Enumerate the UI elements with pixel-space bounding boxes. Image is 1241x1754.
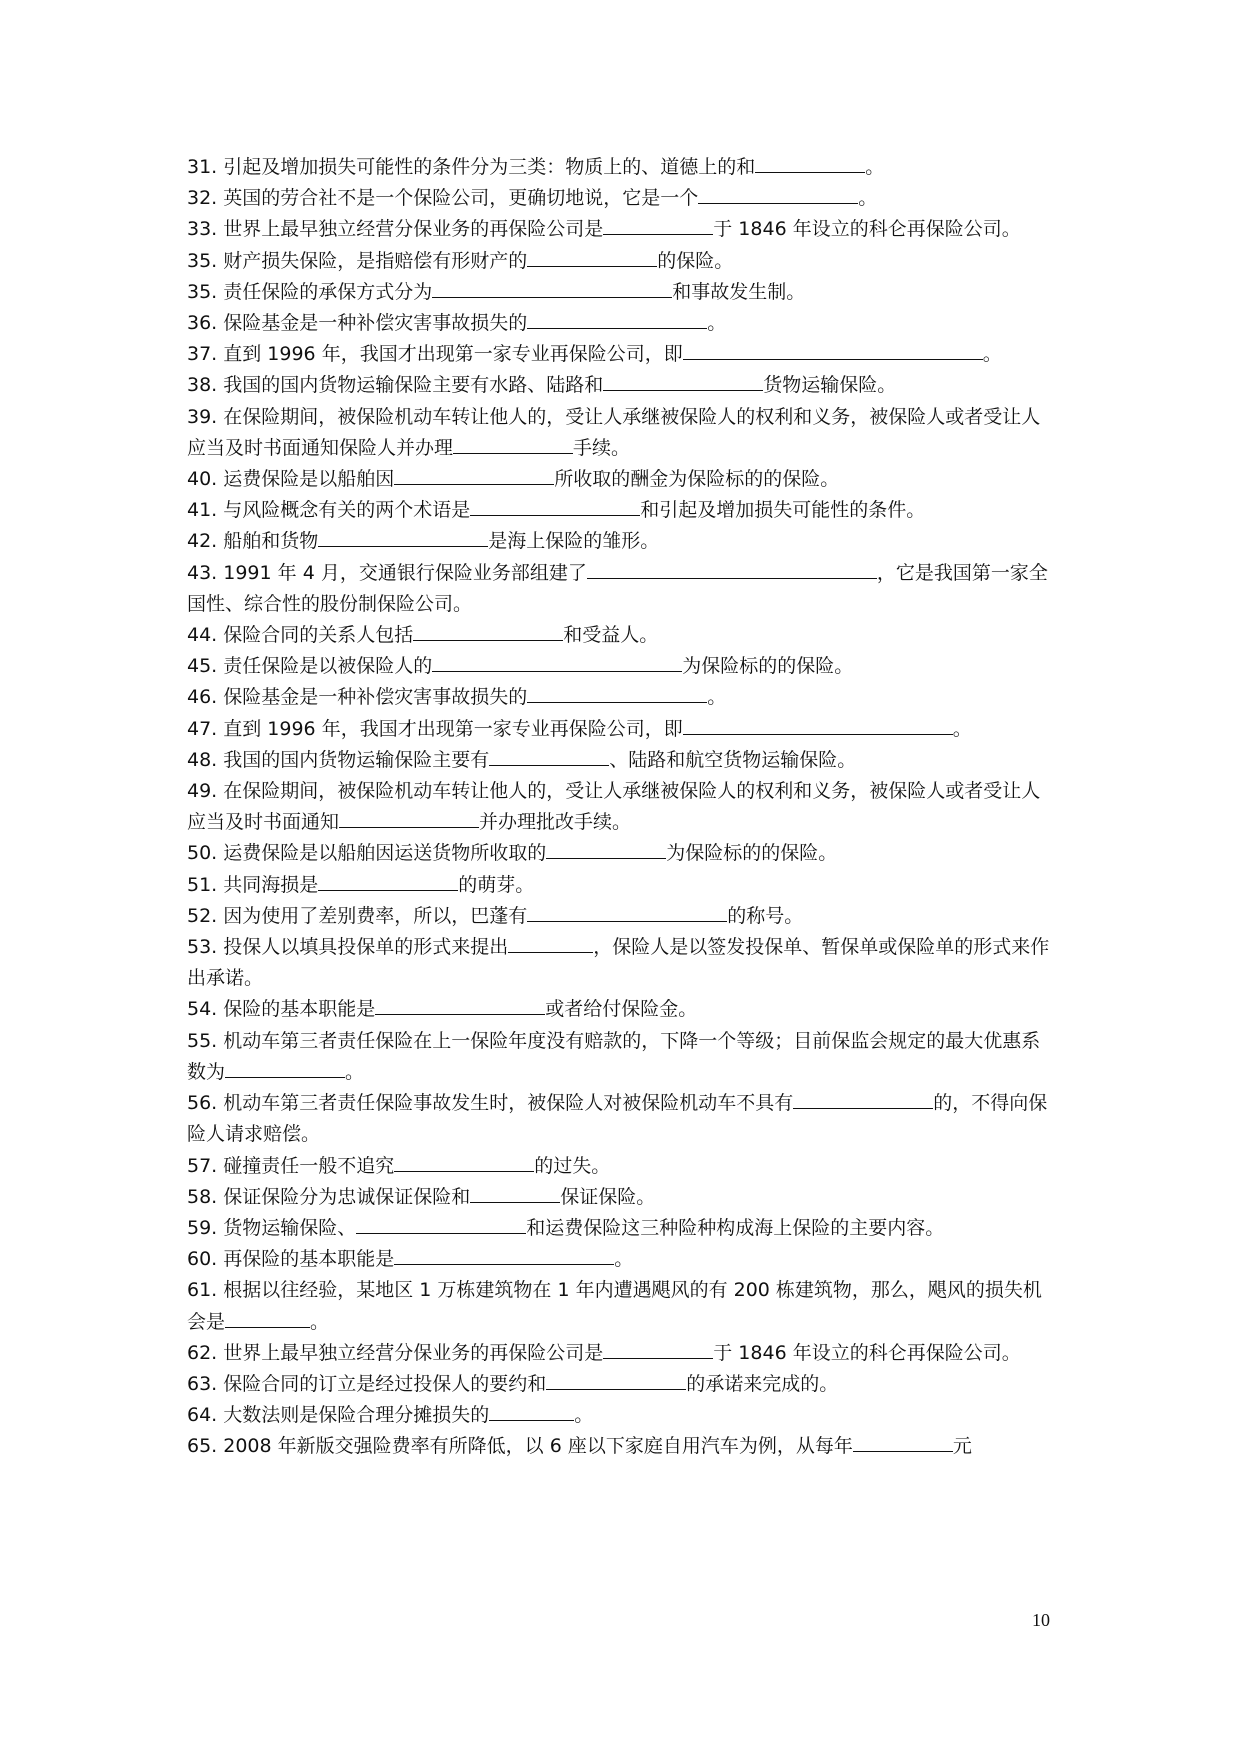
question-text: 36. 保险基金是一种补偿灾害事故损失的 [187,312,528,335]
question-text: 43. 1991 年 4 月，交通银行保险业务部组建了 [187,561,587,584]
question-text: 手续。 [573,436,631,459]
question-item [187,1182,1057,1213]
answer-blank [603,216,713,235]
answer-blank [375,996,545,1015]
question-text: 的称号。 [727,904,804,927]
question-text: 、陆路和航空货物运输保险。 [609,748,857,771]
question-item [187,901,1057,932]
question-item [187,1213,1057,1244]
question-text: 为保险标的的保险。 [666,842,838,865]
question-text: 49. 在保险期间，被保险机动车转让他人的，受让人承继被保险人的权利和义务，被保险人或者受让人应当及时书面通知 [187,780,1041,834]
answer-blank [489,747,609,766]
answer-blank [793,1090,933,1109]
question-text: 。 [707,312,727,335]
question-text: 。 [982,343,1002,366]
question-text: 48. 我国的国内货物运输保险主要有 [187,748,490,771]
question-item [187,1369,1057,1400]
answer-blank [603,372,763,391]
question-list [187,152,1057,1463]
question-item [187,1088,1057,1150]
question-text: 62. 世界上最早独立经营分保业务的再保险公司是 [187,1341,604,1364]
question-text: 。 [345,1060,365,1083]
question-item [187,1275,1057,1337]
question-item [187,152,1057,183]
question-item [187,1431,1057,1462]
question-item [187,277,1057,308]
question-text: 47. 直到 1996 年，我国才出现第一家专业再保险公司，即 [187,717,683,740]
answer-blank [394,1153,534,1172]
question-text: 51. 共同海损是 [187,873,319,896]
question-text: 并办理批改手续。 [479,811,632,834]
answer-blank [356,1215,526,1234]
question-text: 元 [952,1435,972,1458]
answer-blank [603,1340,713,1359]
question-item [187,870,1057,901]
question-text: 53. 投保人以填具投保单的形式来提出 [187,936,509,959]
question-text: 52. 因为使用了差别费率，所以，巴蓬有 [187,904,528,927]
question-text: 42. 船舶和货物 [187,530,319,553]
question-item [187,402,1057,464]
answer-blank [683,716,953,735]
question-text: 35. 财产损失保险，是指赔偿有形财产的 [187,249,528,272]
question-item [187,994,1057,1025]
question-text: ，保险人是以签发投保单、暂保单或保险单的形式来作出承诺。 [187,936,1050,990]
answer-blank [508,934,593,953]
question-text: 45. 责任保险是以被保险人的 [187,655,433,678]
answer-blank [489,1402,574,1421]
question-item [187,1151,1057,1182]
question-text: 38. 我国的国内货物运输保险主要有水路、陆路和 [187,374,604,397]
question-text: 44. 保险合同的关系人包括 [187,624,414,647]
question-item [187,526,1057,557]
answer-blank [546,1371,686,1390]
answer-blank [394,1246,614,1265]
question-item [187,558,1057,620]
question-item [187,464,1057,495]
question-text: 的承诺来完成的。 [686,1372,839,1395]
answer-blank [413,622,563,641]
question-text: 50. 运费保险是以船舶因运送货物所收取的 [187,842,547,865]
question-text: 61. 根据以往经验，某地区 1 万栋建筑物在 1 年内遭遇飓风的有 200 栋建筑物，那么，飓风的损失机会是 [187,1279,1042,1333]
question-item [187,838,1057,869]
question-item [187,620,1057,651]
question-text: 59. 货物运输保险、 [187,1216,357,1239]
question-item [187,495,1057,526]
question-text: 55. 机动车第三者责任保险在上一保险年度没有赔款的，下降一个等级；目前保监会规定的最大优惠系数为 [187,1029,1041,1083]
question-item [187,651,1057,682]
question-text: 39. 在保险期间，被保险机动车转让他人的，受让人承继被保险人的权利和义务，被保险人或者受让人应当及时书面通知保险人并办理 [187,405,1041,459]
question-text: 54. 保险的基本职能是 [187,998,376,1021]
question-text: 31. 引起及增加损失可能性的条件分为三类：物质上的、道德上的和 [187,156,756,178]
question-item [187,370,1057,401]
question-text: 的过失。 [534,1154,611,1177]
answer-blank [318,872,458,891]
question-text: 的，不得向保险人请求赔偿。 [187,1092,1048,1146]
question-text: 为保险标的的保险。 [682,655,854,678]
question-text: 的萌芽。 [458,873,535,896]
question-text: ，它是我国第一家全国性、综合性的股份制保险公司。 [187,561,1048,615]
question-text: 的保险。 [657,249,734,272]
answer-blank [225,1309,310,1328]
question-text: 和事故发生制。 [672,280,806,303]
question-text: 64. 大数法则是保险合理分摊损失的 [187,1404,490,1427]
question-text: 。 [574,1404,594,1427]
question-item [187,1400,1057,1431]
question-text: 65. 2008 年新版交强险费率有所降低，以 6 座以下家庭自用汽车为例，从每年 [187,1435,853,1458]
answer-blank [755,154,865,173]
answer-blank [453,435,573,454]
answer-blank [432,279,672,298]
answer-blank [587,560,877,579]
question-text: 32. 英国的劳合社不是一个保险公司，更确切地说，它是一个 [187,187,699,210]
question-text: 37. 直到 1996 年，我国才出现第一家专业再保险公司，即 [187,343,683,366]
question-text: 58. 保证保险分为忠诚保证保险和 [187,1185,471,1208]
question-text: 33. 世界上最早独立经营分保业务的再保险公司是 [187,218,604,241]
question-text: 。 [614,1248,634,1271]
answer-blank [339,809,479,828]
answer-blank [527,310,707,329]
page-number: 10 [1032,1610,1050,1630]
question-item [187,932,1057,994]
question-item [187,214,1057,245]
question-item [187,183,1057,214]
question-item [187,308,1057,339]
question-text: 保证保险。 [560,1185,656,1208]
answer-blank [432,653,682,672]
question-text: 60. 再保险的基本职能是 [187,1248,395,1271]
answer-blank [698,185,858,204]
question-text: 35. 责任保险的承保方式分为 [187,280,433,303]
question-text: 63. 保险合同的订立是经过投保人的要约和 [187,1372,547,1395]
question-text: 。 [858,187,878,210]
question-text: 于 1846 年设立的科仑再保险公司。 [713,218,1021,241]
answer-blank [394,466,554,485]
question-text: 货物运输保险。 [763,374,897,397]
question-item [187,1338,1057,1369]
answer-blank [527,248,657,267]
question-item [187,339,1057,370]
answer-blank [527,903,727,922]
answer-blank [527,684,707,703]
question-text: 所收取的酬金为保险标的的保险。 [554,468,840,491]
answer-blank [470,497,640,516]
question-text: 56. 机动车第三者责任保险事故发生时，被保险人对被保险机动车不具有 [187,1092,794,1115]
question-item [187,1026,1057,1088]
question-text: 。 [952,717,972,740]
question-text: 和运费保险这三种险种构成海上保险的主要内容。 [526,1216,945,1239]
question-text: 。 [865,156,885,178]
answer-blank [318,528,488,547]
answer-blank [470,1184,560,1203]
question-item [187,682,1057,713]
answer-blank [546,840,666,859]
question-text: 和受益人。 [563,624,659,647]
question-text: 。 [310,1310,330,1333]
answer-blank [225,1059,345,1078]
question-text: 是海上保险的雏形。 [488,530,660,553]
question-text: 或者给付保险金。 [545,998,698,1021]
question-text: 41. 与风险概念有关的两个术语是 [187,499,471,522]
answer-blank [853,1433,953,1452]
question-text: 。 [707,686,727,709]
answer-blank [683,341,983,360]
question-text: 和引起及增加损失可能性的条件。 [640,499,926,522]
question-item [187,714,1057,745]
question-item [187,246,1057,277]
question-text: 40. 运费保险是以船舶因 [187,468,395,491]
question-item [187,1244,1057,1275]
question-text: 57. 碰撞责任一般不追究 [187,1154,395,1177]
question-text: 于 1846 年设立的科仑再保险公司。 [713,1341,1021,1364]
question-item [187,745,1057,776]
question-text: 46. 保险基金是一种补偿灾害事故损失的 [187,686,528,709]
question-item [187,776,1057,838]
